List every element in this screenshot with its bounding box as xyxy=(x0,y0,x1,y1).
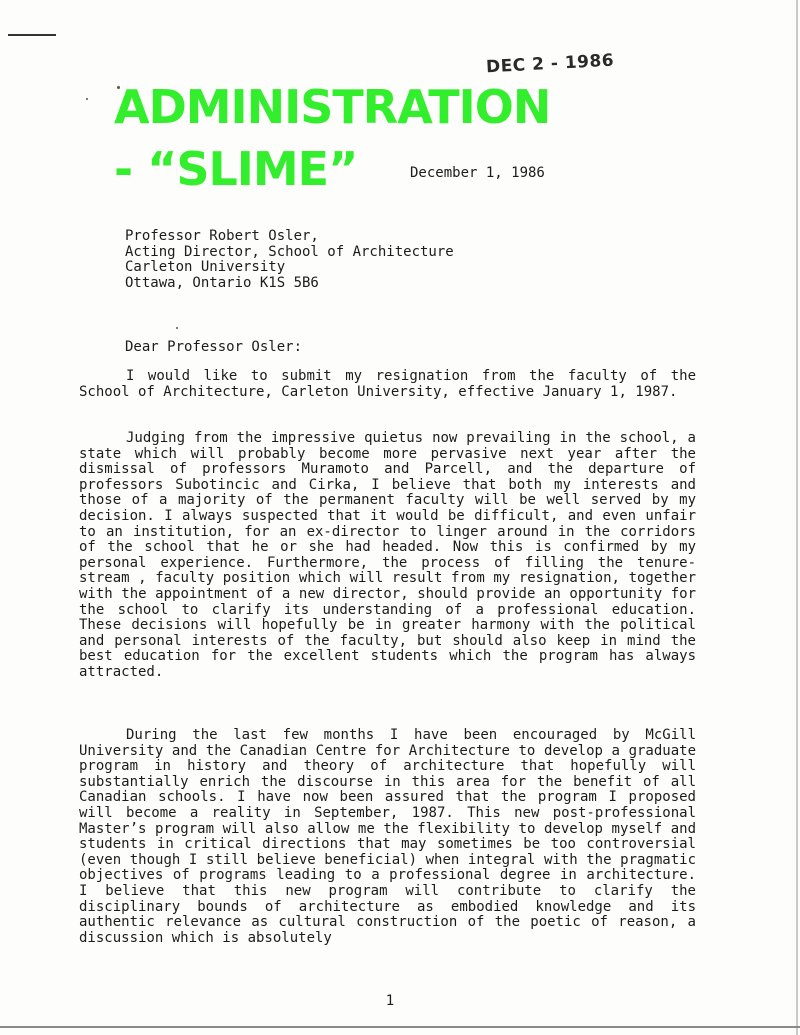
address-line: Ottawa, Ontario K1S 5B6 xyxy=(125,274,319,291)
scan-speck xyxy=(176,327,178,329)
paragraph-new-program: During the last few months I have been encouraged by McGill University and the Canadian Centre for Architecture to develop a graduate program in history and theory of architecture that hopefully will substantially enrich the discourse in this area for the benefit of all Canadian schools. I have now been assured that the program I proposed will become a reality in September, 1987. This new post-professional Master’s program will also allow me the flexibility to develop myself and students in critical directions that may sometimes be too controversial (even though I still believe beneficial) when integral with the pragmatic objectives of programs leading to a professional degree in architecture. I believe that this new program will contribute to clarify the disciplinary bounds of architecture as embodied knowledge and its authentic relevance as cultural construction of the poetic of reason, a discussion which is absolutely xyxy=(79,727,696,946)
recipient-address xyxy=(125,229,454,291)
paragraph-reasons: Judging from the impressive quietus now prevailing in the school, a state which will probably become more pervasive next year after the dismissal of professors Muramoto and Parcell, and the departure of professors Subotincic and Cirka, I believe that both my interests and those of a majority of the permanent faculty will be well served by my decision. I always suspected that it would be difficult, and even unfair to an institution, for an ex-director to linger around in the corridors of the school that he or she had headed. Now this is confirmed by my personal experience. Furthermore, the process of filling the tenure-stream , faculty position which will result from my resignation, together with the appointment of a new director, should provide an opportunity for the school to clarify its understanding of a professional education. These decisions will hopefully be in greater harmony with the political and personal interests of the faculty, but should also keep in mind the best education for the excellent students which the program has always attracted. xyxy=(79,430,696,680)
address-line: Carleton University xyxy=(125,259,286,276)
scan-mark-top xyxy=(8,34,56,36)
headline-line-1: ADMINISTRATION xyxy=(114,80,551,134)
scan-edge-right xyxy=(796,0,798,1035)
scan-speck xyxy=(86,98,88,100)
scan-edge-bottom xyxy=(0,1026,800,1028)
letter-date: December 1, 1986 xyxy=(410,165,545,181)
headline-line-2: - “SLIME” xyxy=(114,142,358,196)
address-line: Professor Robert Osler, xyxy=(125,228,319,244)
received-date-stamp: DEC 2 - 1986 xyxy=(485,50,615,78)
address-line: Acting Director, School of Architecture xyxy=(125,243,454,260)
salutation: Dear Professor Osler: xyxy=(125,339,303,355)
page-number: 1 xyxy=(385,993,395,1009)
paragraph-resignation: I would like to submit my resignation from the faculty of the School of Architecture, Carleton University, effective January 1, 1987. xyxy=(79,368,696,400)
